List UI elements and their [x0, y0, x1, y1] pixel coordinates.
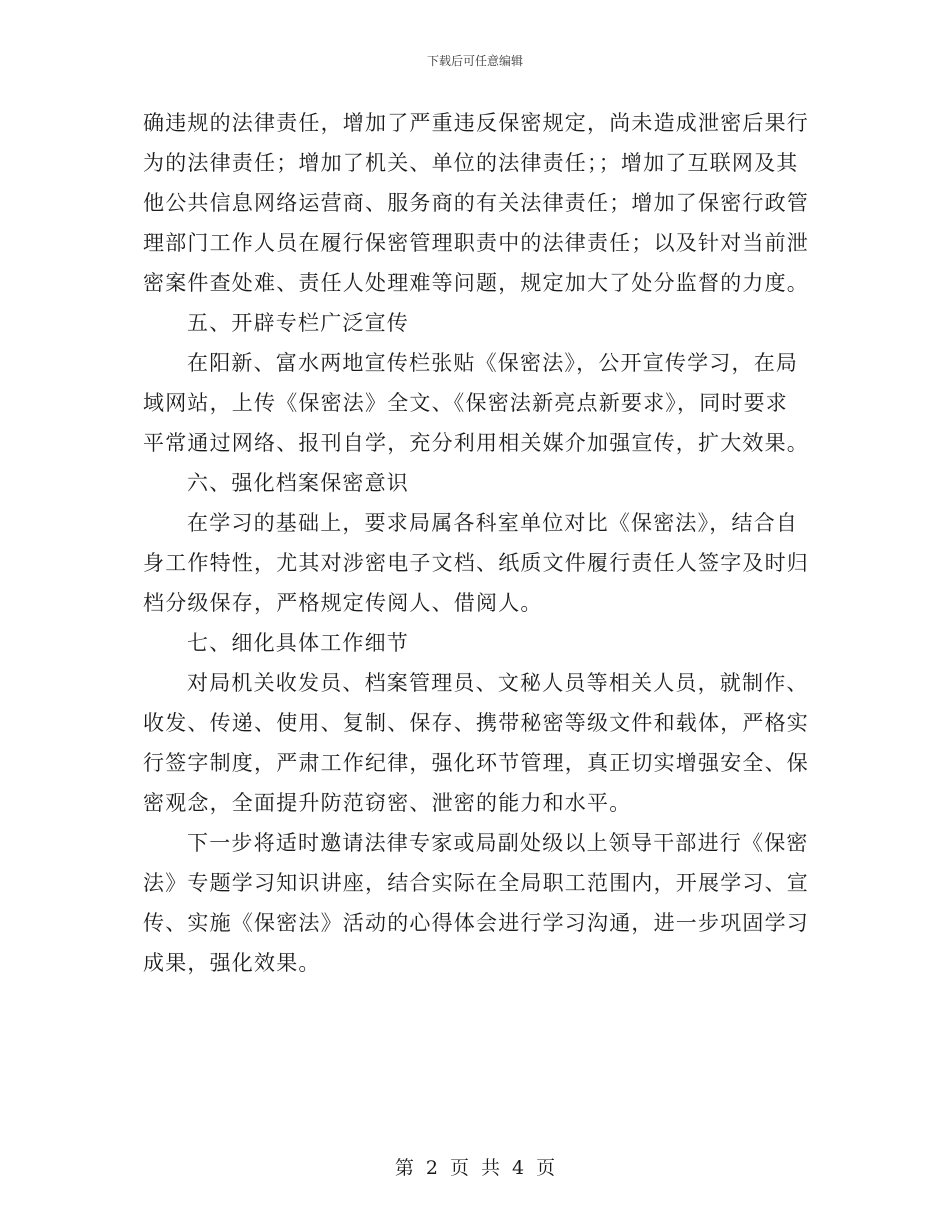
- section-heading-5: [143, 303, 803, 343]
- text-line: 档分级保存，严格规定传阅人、借阅人。: [143, 591, 543, 615]
- heading-text: 五、开辟专栏广泛宣传: [187, 311, 409, 335]
- text-line: 密案件查处难、责任人处理难等问题，规定加大了处分监督的力度。: [143, 271, 809, 295]
- paragraph-legal-responsibility: [143, 103, 809, 303]
- heading-text: 六、强化档案保密意识: [187, 471, 409, 495]
- heading-text: 七、细化具体工作细节: [187, 631, 409, 655]
- paragraph-publicity: [143, 343, 809, 463]
- text-line: 理部门工作人员在履行保密管理职责中的法律责任；以及针对当前泄: [143, 231, 809, 255]
- text-line: 对局机关收发员、档案管理员、文秘人员等相关人员，就制作、: [187, 671, 809, 695]
- text-line: 在学习的基础上，要求局属各科室单位对比《保密法》，结合自: [187, 511, 799, 535]
- page-header: 下载后可任意编辑: [426, 54, 523, 68]
- document-body: [143, 103, 809, 983]
- section-heading-6: [143, 463, 803, 503]
- text-line: 在阳新、富水两地宣传栏张贴《保密法》，公开宣传学习，在局: [187, 351, 799, 375]
- text-line: 密观念，全面提升防范窃密、泄密的能力和水平。: [143, 791, 632, 815]
- text-line: 确违规的法律责任，增加了严重违反保密规定，尚未造成泄密后果行: [143, 111, 809, 135]
- paragraph-work-details: [143, 663, 809, 823]
- text-line: 法》专题学习知识讲座，结合实际在全局职工范围内，开展学习、宣: [143, 871, 809, 895]
- page-number-footer: 第 2 页 共 4 页: [394, 1157, 556, 1179]
- section-heading-7: [143, 623, 803, 663]
- text-line: 域网站，上传《保密法》全文、《保密法新亮点新要求》，同时要求: [143, 391, 788, 415]
- text-line: 他公共信息网络运营商、服务商的有关法律责任；增加了保密行政管: [143, 191, 809, 215]
- paragraph-archive: [143, 503, 809, 623]
- text-line: 平常通过网络、报刊自学，充分利用相关媒介加强宣传，扩大效果。: [143, 431, 809, 455]
- text-line: 身工作特性，尤其对涉密电子文档、纸质文件履行责任人签字及时归: [143, 551, 809, 575]
- text-line: 行签字制度，严肃工作纪律，强化环节管理，真正切实增强安全、保: [143, 751, 809, 775]
- text-line: 传、实施《保密法》活动的心得体会进行学习沟通，进一步巩固学习: [143, 911, 809, 935]
- text-line: 收发、传递、使用、复制、保存、携带秘密等级文件和载体，严格实: [143, 711, 809, 735]
- paragraph-next-step: [143, 823, 809, 983]
- text-line: 成果，强化效果。: [143, 951, 321, 975]
- text-line: 为的法律责任；增加了机关、单位的法律责任；；增加了互联网及其: [143, 151, 799, 175]
- text-line: 下一步将适时邀请法律专家或局副处级以上领导干部进行《保密: [187, 831, 809, 855]
